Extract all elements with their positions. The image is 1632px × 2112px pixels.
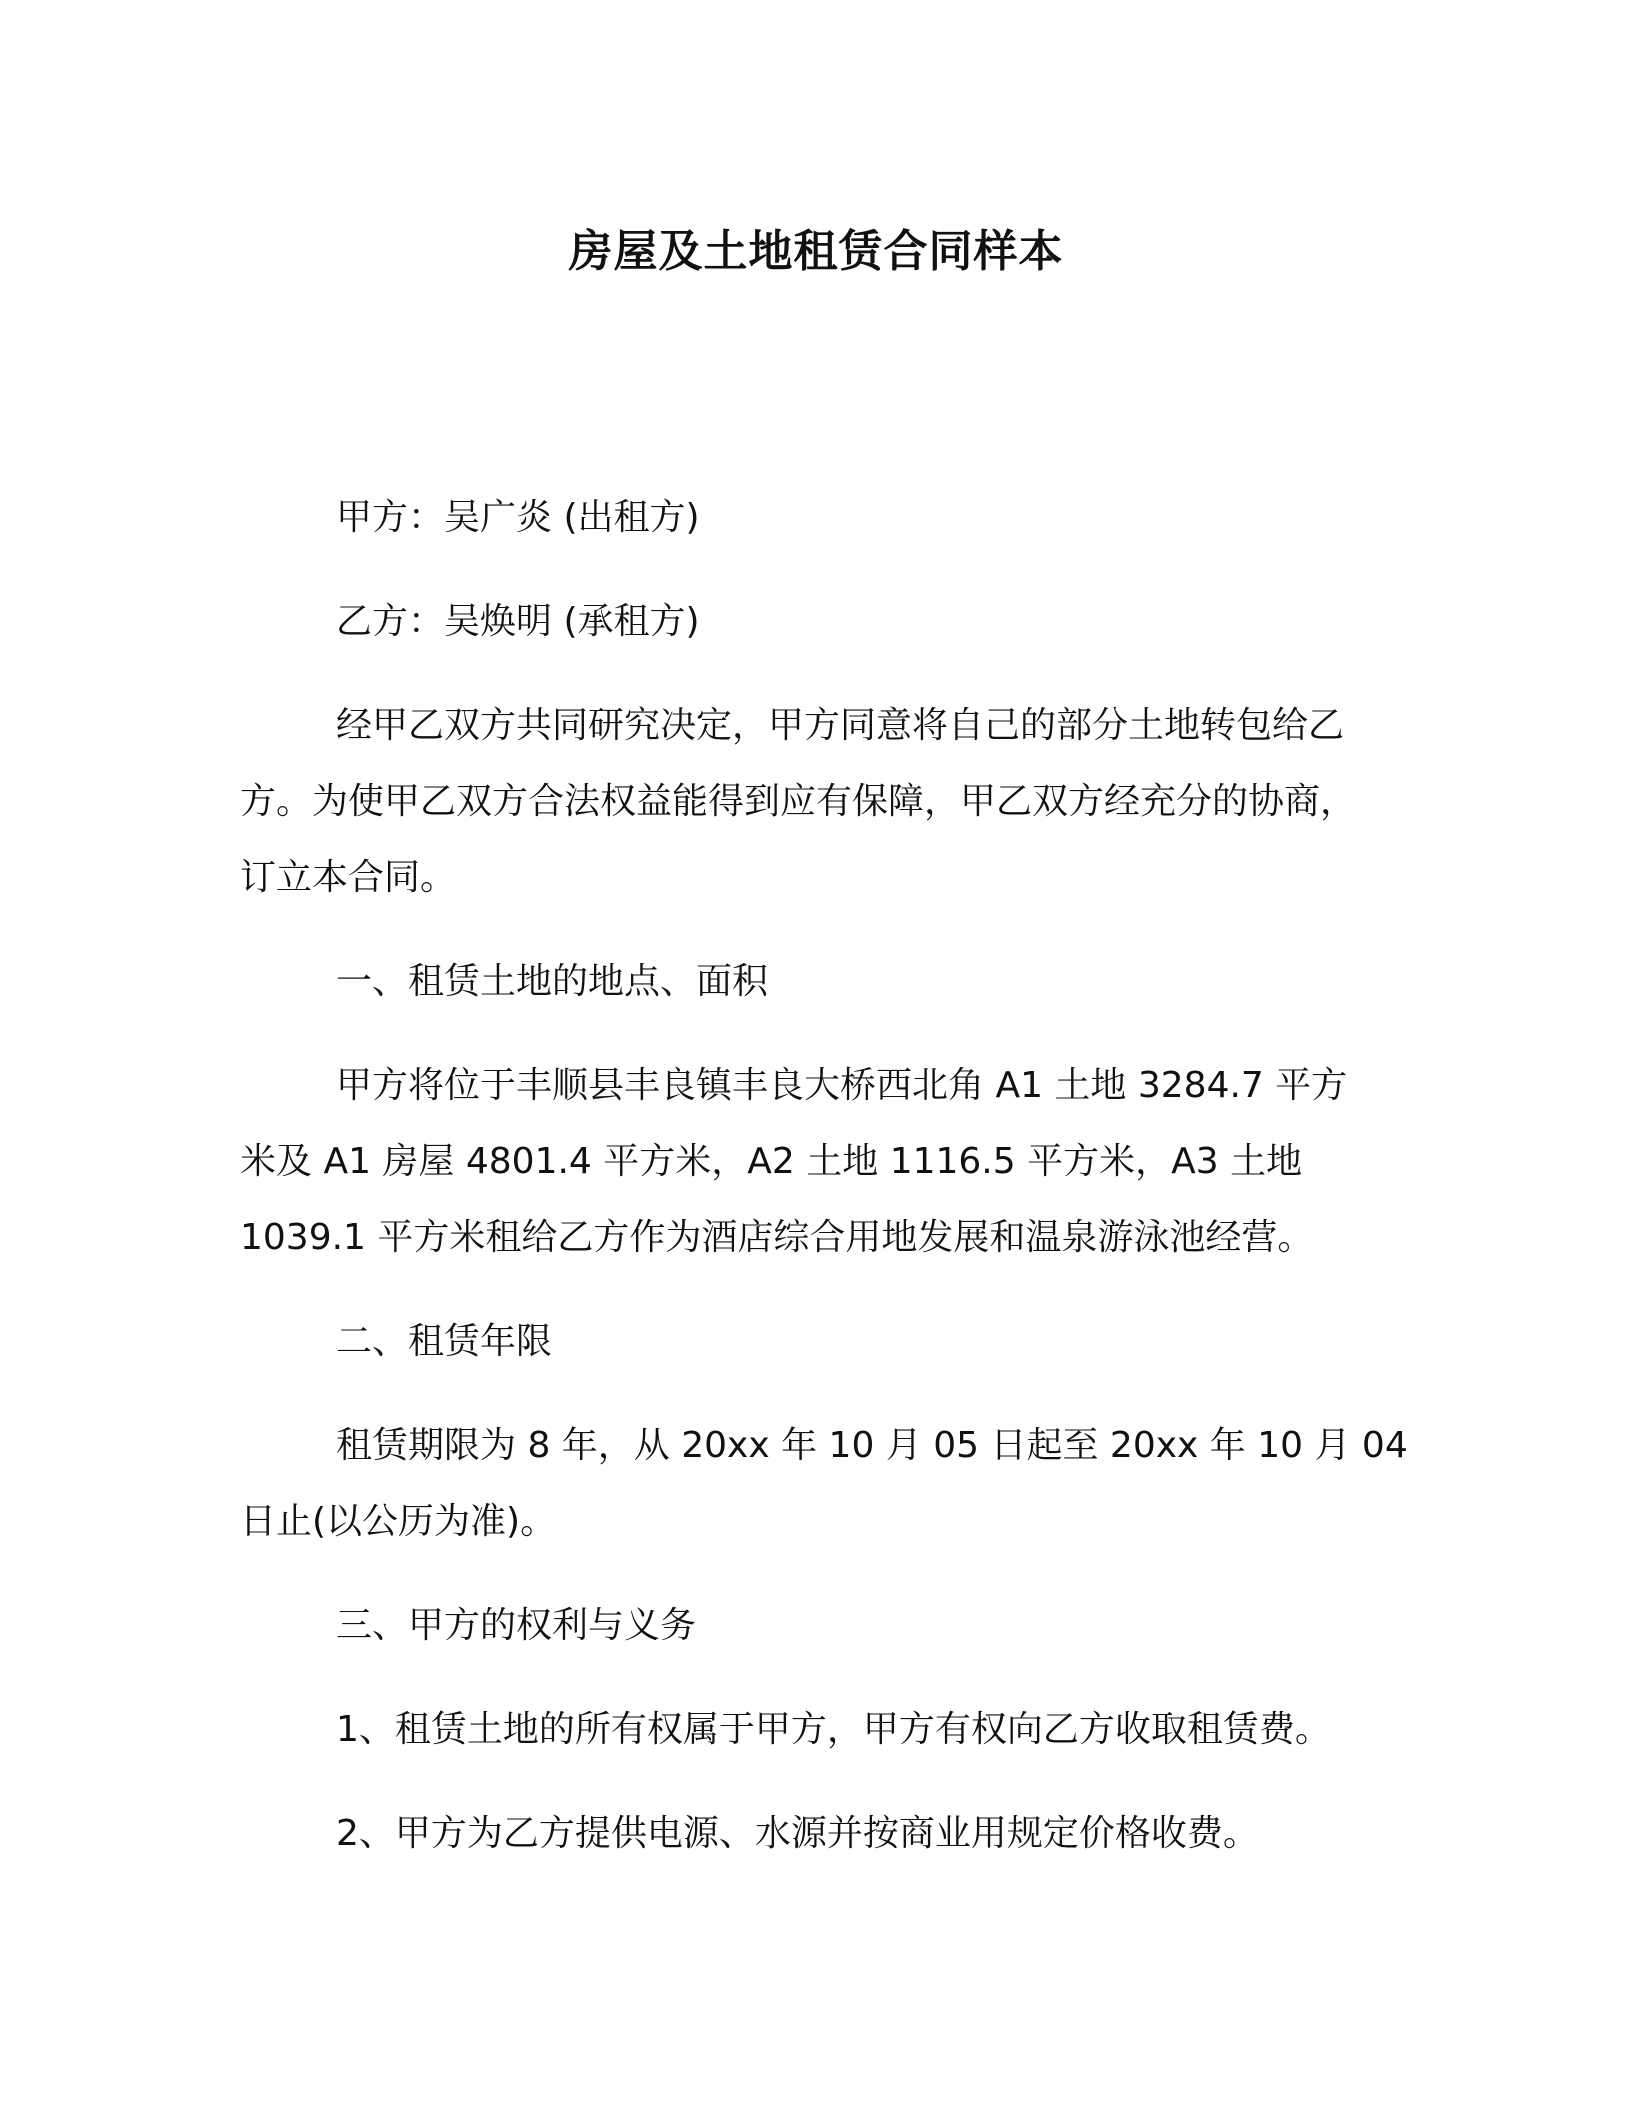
- party-a-line: 甲方：吴广炎 (出租方): [336, 497, 700, 538]
- section-2-line-1: 租赁期限为 8 年，从 20xx 年 10 月 05 日起至 20xx 年 10 月 04: [336, 1425, 1408, 1466]
- intro-line-3: 订立本合同。: [240, 857, 457, 898]
- section-2-heading: 二、租赁年限: [336, 1321, 553, 1362]
- section-3-item-2: 2、甲方为乙方提供电源、水源并按商业用规定价格收费。: [336, 1813, 1259, 1854]
- party-b-line: 乙方：吴焕明 (承租方): [336, 601, 700, 642]
- document-title: 房屋及土地租赁合同样本: [568, 226, 1064, 277]
- section-3-heading: 三、甲方的权利与义务: [336, 1605, 697, 1646]
- section-1-heading: 一、租赁土地的地点、面积: [336, 961, 769, 1002]
- section-1-line-2: 米及 A1 房屋 4801.4 平方米，A2 土地 1116.5 平方米，A3 土地: [240, 1141, 1303, 1182]
- section-3-item-1: 1、租赁土地的所有权属于甲方，甲方有权向乙方收取租赁费。: [336, 1709, 1331, 1750]
- intro-line-2: 方。为使甲乙双方合法权益能得到应有保障，甲乙双方经充分的协商，: [240, 781, 1357, 822]
- section-2-line-2: 日止(以公历为准)。: [240, 1501, 557, 1542]
- intro-line-1: 经甲乙双方共同研究决定，甲方同意将自己的部分土地转包给乙: [336, 705, 1345, 746]
- section-1-line-1: 甲方将位于丰顺县丰良镇丰良大桥西北角 A1 土地 3284.7 平方: [336, 1065, 1348, 1106]
- section-1-line-3: 1039.1 平方米租给乙方作为酒店综合用地发展和温泉游泳池经营。: [240, 1217, 1314, 1258]
